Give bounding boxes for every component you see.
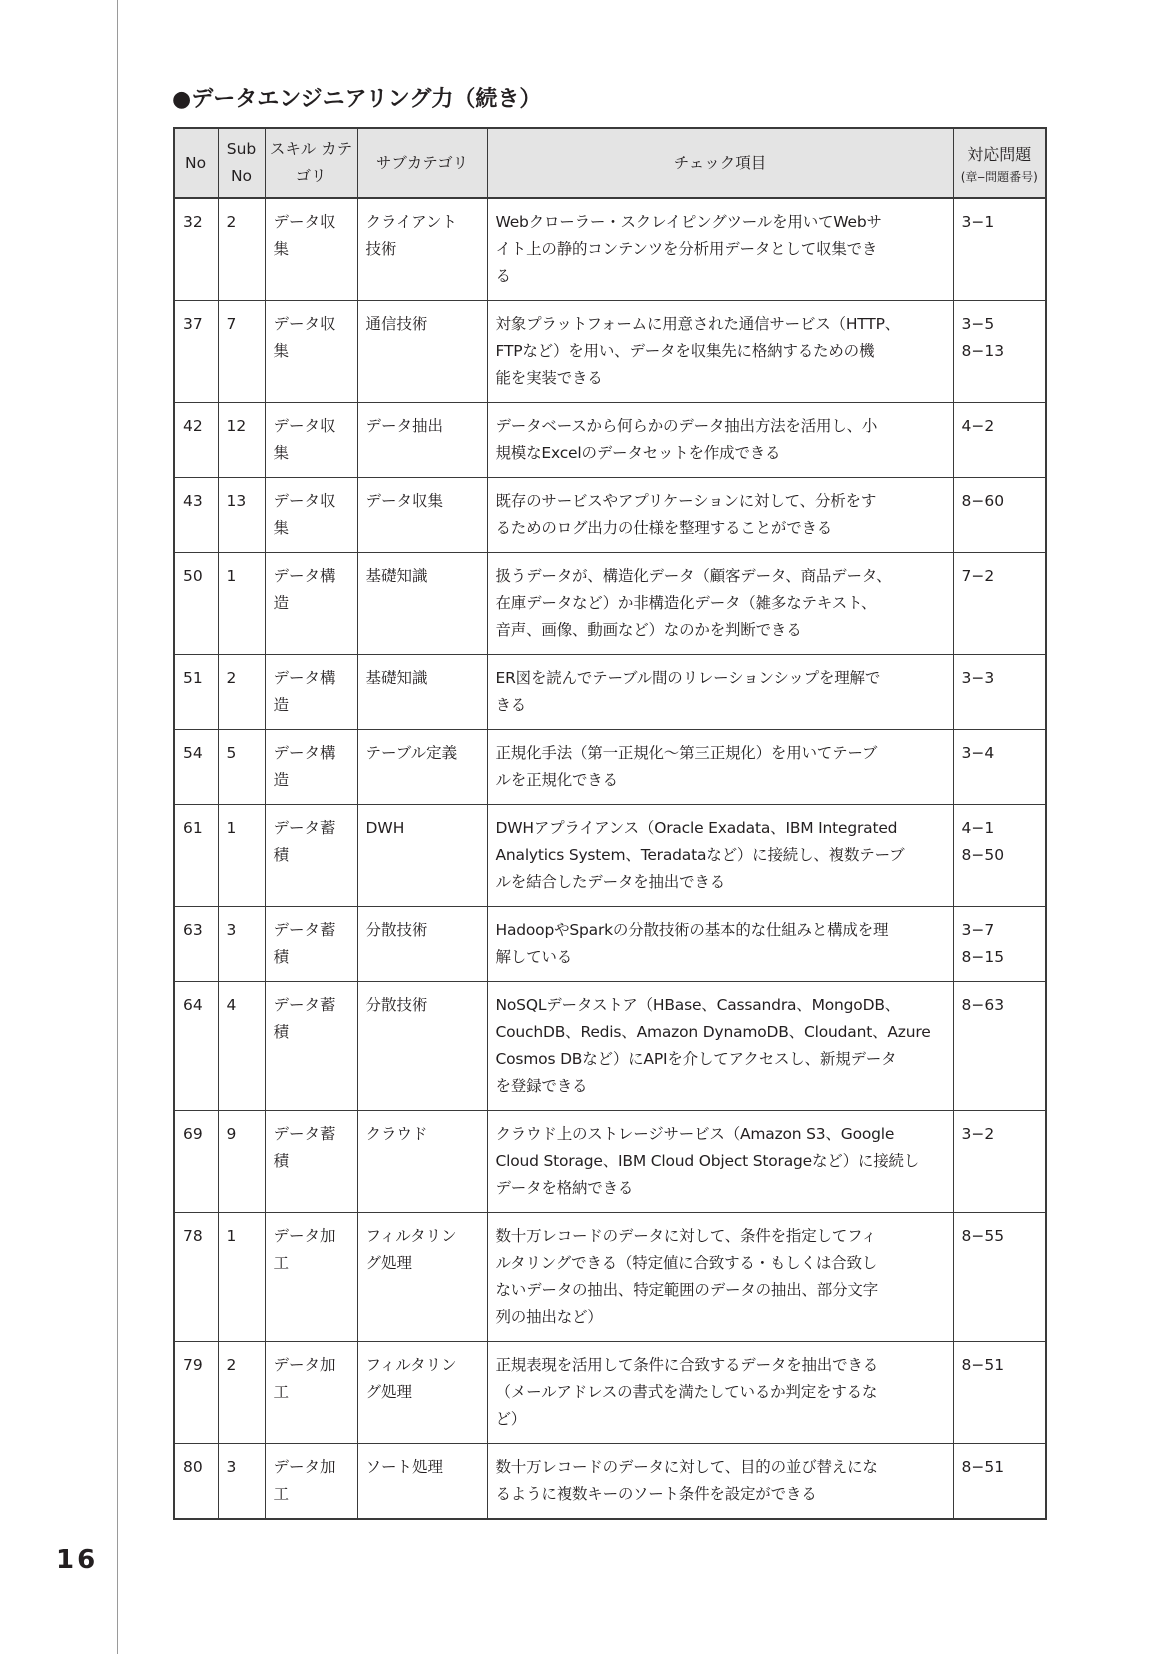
check-item-line: 既存のサービスやアプリケーションに対して、分析をす (495, 492, 877, 510)
header-answer-main: 対応問題 (967, 144, 1032, 164)
check-item-line: イト上の静的コンテンツを分析用データとして収集でき (495, 240, 878, 258)
check-item-line: DWHアプライアンス（Oracle Exadata、IBM Integrated (495, 819, 898, 837)
cell-skill-category: データ収集 (265, 198, 357, 301)
check-item-line: 正規化手法（第一正規化〜第三正規化）を用いてテーブ (495, 744, 878, 762)
cell-subcategory (357, 1213, 487, 1342)
subcategory-line: データ抽出 (365, 417, 444, 435)
answer-ref: 3−2 (961, 1125, 995, 1143)
answer-ref: 8−51 (961, 1356, 1005, 1374)
cell-no: 42 (174, 403, 218, 478)
header-skill-category (265, 128, 357, 198)
cell-sub-no: 2 (218, 1342, 265, 1444)
cell-check-item (487, 730, 953, 805)
header-row (174, 128, 1046, 198)
cell-check-item (487, 198, 953, 301)
check-item-line: データを格納できる (495, 1179, 634, 1197)
subcategory-line: クラウド (365, 1125, 428, 1143)
answer-ref: 8−63 (961, 996, 1005, 1014)
subcategory-line: 通信技術 (365, 315, 428, 333)
answer-ref: 3−1 (961, 213, 995, 231)
skills-table (173, 127, 1047, 1520)
cell-subcategory (357, 301, 487, 403)
header-sub-no-line: Sub (226, 140, 257, 158)
cell-sub-no: 2 (218, 198, 265, 301)
cell-answer (953, 1444, 1046, 1520)
cell-answer (953, 478, 1046, 553)
cell-sub-no: 12 (218, 403, 265, 478)
check-item-line: データベースから何らかのデータ抽出方法を活用し、小 (495, 417, 878, 435)
answer-ref: 8−55 (961, 1227, 1005, 1245)
cell-no: 69 (174, 1111, 218, 1213)
answer-ref: 3−7 (961, 921, 995, 939)
subcategory-line: グ処理 (365, 1383, 413, 1401)
cell-subcategory (357, 655, 487, 730)
cell-subcategory (357, 403, 487, 478)
check-item-line: 数十万レコードのデータに対して、条件を指定してフィ (495, 1227, 877, 1245)
cell-check-item (487, 301, 953, 403)
cell-no: 51 (174, 655, 218, 730)
cell-check-item (487, 1213, 953, 1342)
subcategory-line: 基礎知識 (365, 567, 428, 585)
table-row (174, 730, 1046, 805)
check-item-line: ルを結合したデータを抽出できる (495, 873, 726, 891)
cell-answer (953, 1213, 1046, 1342)
cell-sub-no: 7 (218, 301, 265, 403)
cell-check-item (487, 1444, 953, 1520)
cell-answer (953, 907, 1046, 982)
check-item-line: るためのログ出力の仕様を整理することができる (495, 519, 833, 537)
header-skill-category-line: スキル (269, 140, 317, 158)
check-item-line: Cosmos DBなど）にAPIを介してアクセスし、新規データ (495, 1050, 897, 1068)
table-row (174, 805, 1046, 907)
section-title: ●データエンジニアリング力（続き） (172, 87, 542, 112)
table-row (174, 301, 1046, 403)
cell-skill-category: データ構造 (265, 655, 357, 730)
answer-ref: 8−15 (961, 948, 1005, 966)
cell-answer (953, 301, 1046, 403)
header-sub-no-line: No (230, 167, 253, 185)
subcategory-line: ソート処理 (365, 1458, 444, 1476)
check-item-line: る (495, 267, 511, 285)
subcategory-line: 分散技術 (365, 996, 428, 1014)
table-row (174, 1111, 1046, 1213)
cell-skill-category: データ加工 (265, 1444, 357, 1520)
cell-subcategory (357, 478, 487, 553)
check-item-line: 数十万レコードのデータに対して、目的の並び替えにな (495, 1458, 878, 1476)
check-item-line: 列の抽出など） (495, 1308, 603, 1326)
cell-no: 43 (174, 478, 218, 553)
cell-no: 54 (174, 730, 218, 805)
check-item-line: Cloud Storage、IBM Cloud Object Storageなど）に接続し (495, 1152, 920, 1170)
cell-sub-no: 2 (218, 655, 265, 730)
subcategory-line: テーブル定義 (365, 744, 458, 762)
cell-skill-category: データ加工 (265, 1342, 357, 1444)
check-item-line: を登録できる (495, 1077, 588, 1095)
table-row (174, 982, 1046, 1111)
cell-sub-no: 3 (218, 907, 265, 982)
cell-no: 64 (174, 982, 218, 1111)
answer-ref: 3−3 (961, 669, 995, 687)
cell-check-item (487, 478, 953, 553)
cell-sub-no: 13 (218, 478, 265, 553)
check-item-line: クラウド上のストレージサービス（Amazon S3、Google (495, 1125, 895, 1143)
table-row (174, 478, 1046, 553)
check-item-line: HadoopやSparkの分散技術の基本的な仕組みと構成を理 (495, 921, 889, 939)
answer-ref: 3−5 (961, 315, 995, 333)
answer-ref: 4−1 (961, 819, 995, 837)
cell-skill-category: データ蓄積 (265, 982, 357, 1111)
check-item-line: FTPなど）を用い、データを収集先に格納するための機 (495, 342, 875, 360)
table-row (174, 198, 1046, 301)
cell-skill-category: データ構造 (265, 730, 357, 805)
cell-check-item (487, 1111, 953, 1213)
cell-sub-no: 1 (218, 805, 265, 907)
subcategory-line: グ処理 (365, 1254, 413, 1272)
check-item-line: Analytics System、Teradataなど）に接続し、複数テーブ (495, 846, 905, 864)
subcategory-line: 技術 (365, 240, 397, 258)
table-row (174, 403, 1046, 478)
check-item-line: ないデータの抽出、特定範囲のデータの抽出、部分文字 (495, 1281, 879, 1299)
cell-answer (953, 982, 1046, 1111)
header-subcategory: サブカテゴリ (357, 128, 487, 198)
page-number: 16 (56, 1545, 99, 1575)
cell-sub-no: 5 (218, 730, 265, 805)
cell-no: 63 (174, 907, 218, 982)
check-item-line: NoSQLデータストア（HBase、Cassandra、MongoDB、 (495, 996, 901, 1014)
cell-no: 78 (174, 1213, 218, 1342)
cell-sub-no: 1 (218, 553, 265, 655)
cell-subcategory (357, 982, 487, 1111)
cell-sub-no: 3 (218, 1444, 265, 1520)
cell-no: 79 (174, 1342, 218, 1444)
cell-check-item (487, 1342, 953, 1444)
cell-sub-no: 1 (218, 1213, 265, 1342)
table-row (174, 655, 1046, 730)
cell-answer (953, 655, 1046, 730)
cell-skill-category: データ蓄積 (265, 805, 357, 907)
header-answer-sub: (章‒問題番号) (960, 169, 1038, 184)
answer-ref: 4−2 (961, 417, 995, 435)
check-item-line: るように複数キーのソート条件を設定ができる (495, 1485, 817, 1503)
header-skill-category-line: カテゴリ (295, 140, 353, 185)
check-item-line: 音声、画像、動画など）なのかを判断できる (495, 621, 802, 639)
cell-answer (953, 1111, 1046, 1213)
check-item-line: 解している (495, 948, 573, 966)
table-body (174, 198, 1046, 1519)
cell-no: 61 (174, 805, 218, 907)
check-item-line: CouchDB、Redis、Amazon DynamoDB、Cloudant、Azure (495, 1023, 931, 1041)
cell-subcategory (357, 730, 487, 805)
cell-subcategory (357, 1111, 487, 1213)
check-item-line: 扱うデータが、構造化データ（顧客データ、商品データ、 (495, 567, 892, 585)
check-item-line: 正規表現を活用して条件に合致するデータを抽出できる (495, 1356, 879, 1374)
cell-subcategory (357, 553, 487, 655)
header-sub-no (218, 128, 265, 198)
cell-check-item (487, 907, 953, 982)
cell-no: 50 (174, 553, 218, 655)
cell-sub-no: 9 (218, 1111, 265, 1213)
cell-sub-no: 4 (218, 982, 265, 1111)
margin-rule (117, 0, 118, 1654)
subcategory-line: DWH (365, 819, 405, 837)
cell-skill-category: データ収集 (265, 301, 357, 403)
subcategory-line: フィルタリン (365, 1356, 457, 1374)
cell-skill-category: データ収集 (265, 403, 357, 478)
answer-ref: 3−4 (961, 744, 995, 762)
check-item-line: Webクローラー・スクレイピングツールを用いてWebサ (495, 213, 882, 231)
cell-no: 80 (174, 1444, 218, 1520)
cell-skill-category: データ加工 (265, 1213, 357, 1342)
table-row (174, 1213, 1046, 1342)
table-row (174, 553, 1046, 655)
check-item-line: きる (495, 696, 527, 714)
cell-skill-category: データ収集 (265, 478, 357, 553)
subcategory-line: クライアント (365, 213, 457, 231)
header-check-item: チェック項目 (487, 128, 953, 198)
cell-skill-category: データ構造 (265, 553, 357, 655)
cell-answer (953, 1342, 1046, 1444)
answer-ref: 7−2 (961, 567, 995, 585)
answer-ref: 8−60 (961, 492, 1005, 510)
cell-skill-category: データ蓄積 (265, 907, 357, 982)
subcategory-line: 分散技術 (365, 921, 428, 939)
cell-answer (953, 198, 1046, 301)
cell-answer (953, 403, 1046, 478)
check-item-line: ど） (495, 1410, 527, 1428)
cell-subcategory (357, 907, 487, 982)
cell-check-item (487, 805, 953, 907)
check-item-line: （メールアドレスの書式を満たしているか判定をするな (495, 1383, 878, 1401)
cell-check-item (487, 553, 953, 655)
cell-subcategory (357, 198, 487, 301)
check-item-line: 対象プラットフォームに用意された通信サービス（HTTP、 (495, 315, 901, 333)
cell-subcategory (357, 1342, 487, 1444)
cell-subcategory (357, 1444, 487, 1520)
check-item-line: ルタリングできる（特定値に合致する・もしくは合致し (495, 1254, 878, 1272)
header-answer (953, 128, 1046, 198)
check-item-line: ER図を読んでテーブル間のリレーションシップを理解で (495, 669, 881, 687)
subcategory-line: フィルタリン (365, 1227, 457, 1245)
table-row (174, 1444, 1046, 1520)
subcategory-line: 基礎知識 (365, 669, 428, 687)
table-row (174, 1342, 1046, 1444)
cell-check-item (487, 655, 953, 730)
answer-ref: 8−51 (961, 1458, 1005, 1476)
cell-skill-category: データ蓄積 (265, 1111, 357, 1213)
check-item-line: 能を実装できる (495, 369, 603, 387)
cell-no: 32 (174, 198, 218, 301)
cell-check-item (487, 982, 953, 1111)
check-item-line: 規模なExcelのデータセットを作成できる (495, 444, 781, 462)
check-item-line: 在庫データなど）か非構造化データ（雑多なテキスト、 (495, 594, 877, 612)
cell-check-item (487, 403, 953, 478)
cell-answer (953, 553, 1046, 655)
cell-answer (953, 730, 1046, 805)
answer-ref: 8−50 (961, 846, 1005, 864)
check-item-line: ルを正規化できる (495, 771, 618, 789)
subcategory-line: データ収集 (365, 492, 444, 510)
answer-ref: 8−13 (961, 342, 1005, 360)
cell-no: 37 (174, 301, 218, 403)
cell-answer (953, 805, 1046, 907)
header-no: No (174, 128, 218, 198)
table-row (174, 907, 1046, 982)
cell-subcategory (357, 805, 487, 907)
